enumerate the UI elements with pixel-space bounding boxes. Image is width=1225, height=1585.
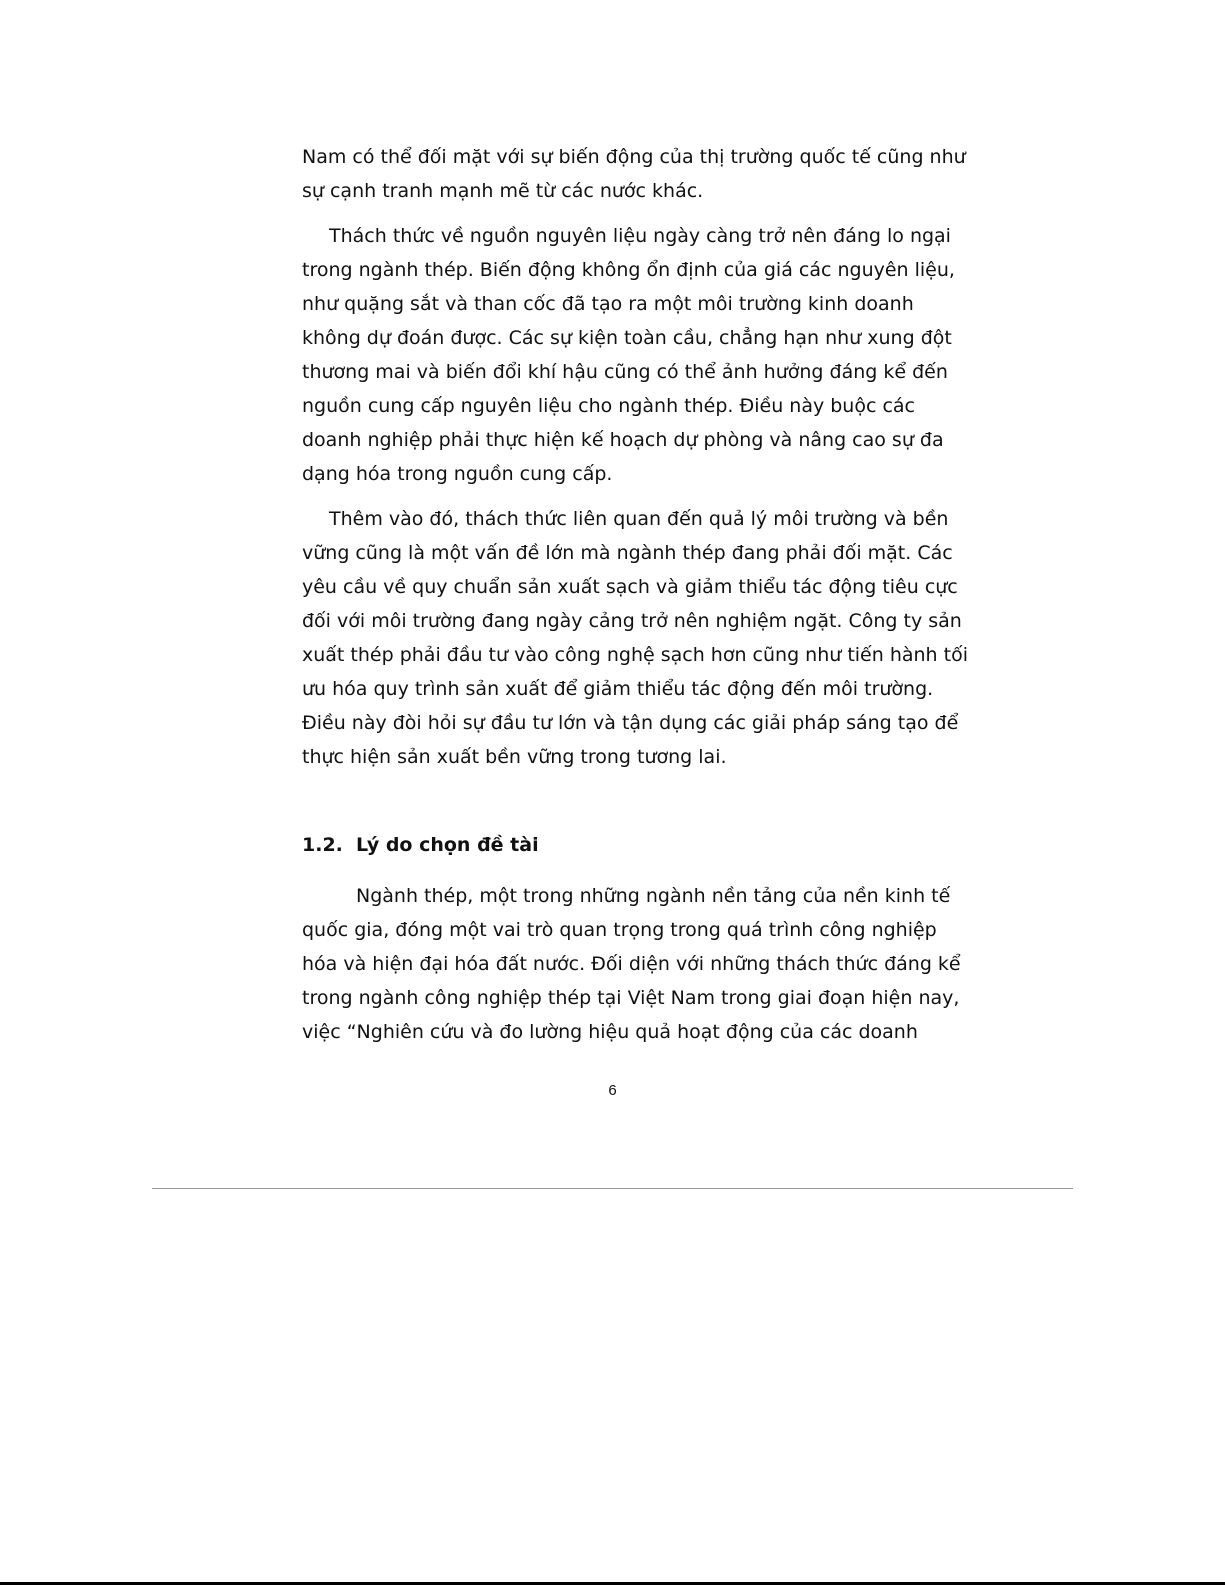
text-line: yêu cầu về quy chuẩn sản xuất sạch và giảm thiểu tác động tiêu cực: [302, 576, 958, 598]
section-heading: [302, 828, 992, 862]
page-body: [302, 140, 992, 1049]
page-number: 6: [608, 1082, 617, 1099]
page-separator: [152, 1188, 1073, 1189]
text-line: Thêm vào đó, thách thức liên quan đến quả lý môi trường và bền: [329, 508, 949, 530]
text-line: doanh nghiệp phải thực hiện kế hoạch dự phòng và nâng cao sự đa: [302, 429, 944, 451]
text-line: không dự đoán được. Các sự kiện toàn cầu, chẳng hạn như xung đột: [302, 327, 952, 349]
text-line: quốc gia, đóng một vai trò quan trọng trong quá trình công nghiệp: [302, 919, 937, 941]
text-line: Ngành thép, một trong những ngành nền tảng của nền kinh tế: [356, 885, 951, 907]
text-line: Thách thức về nguồn nguyên liệu ngày càng trở nên đáng lo ngại: [329, 225, 951, 247]
section-number: 1.2.: [302, 834, 343, 856]
text-line: trong ngành thép. Biến động không ổn định của giá các nguyên liệu,: [302, 259, 955, 281]
text-line: việc “Nghiên cứu và đo lường hiệu quả hoạt động của các doanh: [302, 1021, 918, 1043]
paragraph-1: [302, 140, 992, 208]
text-line: thương mai và biến đổi khí hậu cũng có thể ảnh hưởng đáng kể đến: [302, 361, 948, 383]
text-line: thực hiện sản xuất bền vững trong tương lai.: [302, 746, 727, 768]
text-line: vững cũng là một vấn đề lớn mà ngành thép đang phải đối mặt. Các: [302, 542, 953, 564]
text-line: đối với môi trường đang ngày cảng trở nên nghiệm ngặt. Công ty sản: [302, 610, 962, 632]
text-line: nguồn cung cấp nguyên liệu cho ngành thép. Điều này buộc các: [302, 395, 915, 417]
text-line: dạng hóa trong nguồn cung cấp.: [302, 463, 613, 485]
text-line: hóa và hiện đại hóa đất nước. Đối diện với những thách thức đáng kể: [302, 953, 961, 975]
text-line: Điều này đòi hỏi sự đầu tư lớn và tận dụng các giải pháp sáng tạo để: [302, 712, 959, 734]
section-title: Lý do chọn đề tài: [356, 834, 539, 856]
section-paragraph: [302, 879, 992, 1049]
paragraph-2: [302, 219, 992, 491]
text-line: ưu hóa quy trình sản xuất để giảm thiểu tác động đến môi trường.: [302, 678, 934, 700]
text-line: trong ngành công nghiệp thép tại Việt Nam trong giai đoạn hiện nay,: [302, 987, 960, 1009]
text-line: Nam có thể đối mặt với sự biến động của thị trường quốc tế cũng như: [302, 146, 966, 168]
paragraph-3: [302, 502, 992, 774]
text-line: sự cạnh tranh mạnh mẽ từ các nước khác.: [302, 180, 704, 202]
text-line: như quặng sắt và than cốc đã tạo ra một môi trường kinh doanh: [302, 293, 914, 315]
text-line: xuất thép phải đầu tư vào công nghệ sạch hơn cũng như tiến hành tối: [302, 644, 968, 666]
